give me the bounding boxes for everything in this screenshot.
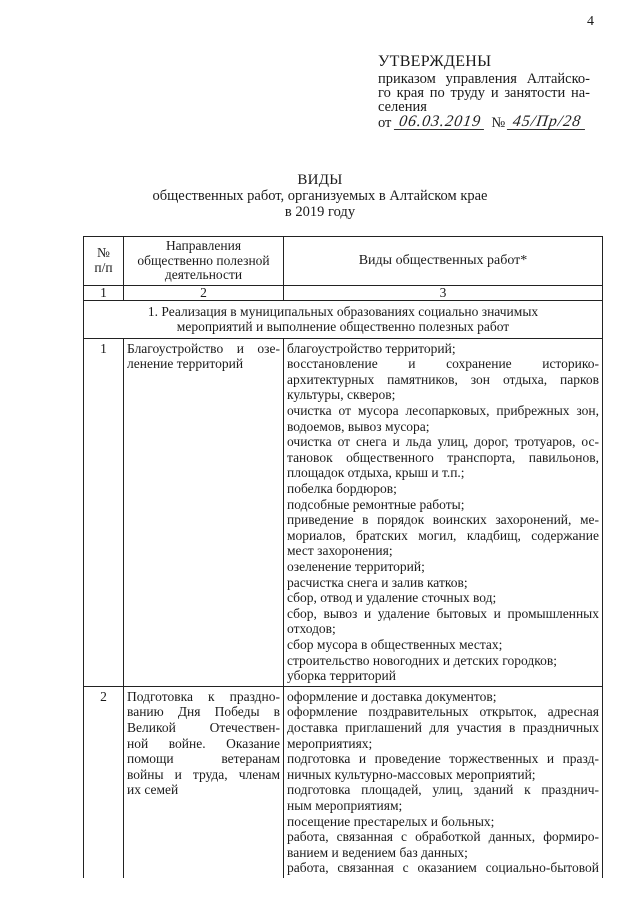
work-type-line: культуры, скверов; — [287, 387, 396, 403]
header-direction-line: Направления — [165, 238, 242, 253]
table-cell-number — [84, 338, 124, 686]
approval-block — [378, 53, 590, 130]
section-heading-cell — [84, 300, 603, 338]
work-type-item — [287, 512, 599, 559]
work-type-item — [287, 434, 599, 481]
work-type-line: архитектурных памятников, зон отдыха, парков — [287, 371, 599, 387]
date-prefix: от — [378, 115, 392, 131]
header-number-line: п/п — [94, 259, 113, 275]
direction-line: Подготовка к праздно- — [127, 688, 280, 704]
work-type-item — [287, 606, 599, 637]
work-type-item — [287, 829, 599, 860]
work-type-item — [287, 653, 599, 669]
approval-date-number-line — [378, 114, 590, 130]
work-type-line: сбор, вывоз и удаление бытовых и промышленных — [287, 605, 599, 621]
section-heading-line: 1. Реализация в муниципальных образованиях социально значимых — [147, 303, 539, 319]
table-body — [84, 237, 603, 878]
work-type-line: доставка приглашений для участия в праздничных — [287, 719, 599, 735]
work-type-line: строительство новогодних и детских городков; — [287, 652, 557, 668]
table-cell-direction — [124, 338, 284, 686]
header-work-types — [284, 237, 603, 286]
work-type-line: мориалов, братских могил, кладбищ, содержание — [287, 527, 599, 543]
header-number-line: № — [97, 245, 110, 261]
work-type-line: оформление поздравительных открыток, адресная — [287, 704, 599, 720]
column-number-label: 1 — [100, 284, 107, 300]
work-type-line: ничных культурно-массовых мероприятий; — [287, 766, 536, 782]
work-type-item — [287, 356, 599, 403]
work-type-line: мероприятиях; — [287, 735, 373, 751]
table-row — [84, 686, 603, 878]
work-type-line: посещение престарелых и больных; — [287, 813, 495, 829]
work-type-line: водоемов, вывоз мусора; — [287, 418, 430, 434]
work-type-item — [287, 704, 599, 751]
document-title — [0, 172, 640, 220]
work-type-item — [287, 590, 599, 606]
work-type-item — [287, 341, 599, 357]
work-type-line: отходов; — [287, 621, 336, 637]
table-cell-work-types — [284, 338, 603, 686]
column-number-cell — [284, 285, 603, 300]
work-type-line: благоустройство территорий; — [287, 340, 456, 356]
row-number: 2 — [100, 688, 107, 704]
work-type-item — [287, 860, 599, 876]
header-number — [84, 237, 124, 286]
row-number: 1 — [100, 340, 107, 356]
approval-line: приказом управления Алтайско- — [378, 71, 590, 87]
work-type-item — [287, 751, 599, 782]
work-type-line: очистка от снега и льда улиц, дорог, тротуаров, ос- — [287, 434, 599, 450]
work-type-line: работа, связанная с оказанием социально-бытовой — [287, 860, 599, 876]
work-type-line: мест захоронения; — [287, 543, 393, 559]
section-heading-line: мероприятий и выполнение общественно полезных работ — [176, 319, 510, 335]
work-type-item — [287, 689, 599, 705]
work-type-line: уборка территорий — [287, 668, 396, 684]
header-direction-line: деятельности — [164, 267, 243, 282]
work-type-line: приведение в порядок воинских захоронений, ме- — [287, 512, 599, 528]
page-number: 4 — [587, 14, 594, 29]
direction-line: помощи ветеранам — [127, 751, 280, 767]
table-cell-direction — [124, 686, 284, 878]
work-type-line: очистка от мусора лесопарковых, прибрежных зон, — [287, 403, 599, 419]
work-type-line: сбор мусора в общественных местах; — [287, 636, 503, 652]
table-row — [84, 338, 603, 686]
direction-line: Великой Отечествен- — [127, 719, 280, 735]
work-type-item — [287, 403, 599, 434]
work-type-line: ванием и ведением баз данных; — [287, 844, 468, 860]
direction-line: их семей — [127, 782, 179, 798]
work-type-item — [287, 481, 599, 497]
title-line: общественных работ, организуемых в Алтайском крае — [152, 188, 488, 204]
header-work-types-text: Виды общественных работ* — [358, 252, 528, 268]
approval-line: селения — [378, 99, 427, 115]
work-type-item — [287, 814, 599, 830]
work-type-line: подготовка площадей, улиц, зданий к празднич- — [287, 782, 599, 798]
work-type-line: подготовка и проведение торжественных и празд- — [287, 751, 599, 767]
work-type-item — [287, 637, 599, 653]
handwritten-date: 06.03.2019 — [394, 114, 486, 130]
header-direction-line: общественно полезной — [137, 252, 270, 268]
work-type-line: озеленение территорий; — [287, 559, 425, 574]
work-type-line: восстановление и сохранение историко- — [287, 356, 599, 372]
section-row — [84, 300, 603, 338]
work-type-line: площадок отдыха, крыш и т.п.; — [287, 465, 465, 481]
work-type-item — [287, 497, 599, 513]
work-type-line: сбор, отвод и удаление сточных вод; — [287, 590, 497, 606]
work-type-item — [287, 559, 599, 575]
work-type-line: расчистка снега и залив катков; — [287, 574, 468, 590]
direction-line: войны и труда, членам — [127, 766, 280, 782]
handwritten-order-number: 45/Пр/28 — [507, 114, 587, 130]
direction-line: Благоустройство и озе- — [127, 340, 280, 356]
header-direction — [124, 237, 284, 286]
direction-line: ванию Дня Победы в — [127, 704, 280, 720]
work-type-line: тановок общественного транспорта, павильонов, — [287, 449, 599, 465]
work-type-item — [287, 668, 599, 684]
work-type-line: побелка бордюров; — [287, 481, 397, 497]
number-sign: № — [491, 115, 506, 131]
table-header-row — [84, 237, 603, 286]
table-cell-work-types — [284, 686, 603, 878]
column-number-cell — [84, 285, 124, 300]
work-type-line: оформление и доставка документов; — [287, 688, 497, 704]
direction-line: ной войне. Оказание — [127, 735, 280, 751]
approval-heading: УТВЕРЖДЕНЫ — [378, 53, 492, 70]
column-numbers-row — [84, 285, 603, 300]
public-works-table — [83, 236, 603, 878]
work-type-line: ным мероприятиям; — [287, 797, 403, 813]
title-line: в 2019 году — [284, 204, 356, 220]
work-type-line: работа, связанная с обработкой данных, формиро- — [287, 829, 599, 845]
title-heading: ВИДЫ — [297, 172, 343, 188]
direction-line: ленение территорий — [127, 356, 244, 372]
column-number-cell — [124, 285, 284, 300]
work-type-line: подсобные ремонтные работы; — [287, 496, 465, 512]
approval-line: го края по труду и занятости на- — [378, 85, 590, 101]
work-type-item — [287, 575, 599, 591]
table-cell-number — [84, 686, 124, 878]
column-number-label: 3 — [439, 284, 447, 300]
work-type-item — [287, 782, 599, 813]
column-number-label: 2 — [200, 284, 207, 300]
